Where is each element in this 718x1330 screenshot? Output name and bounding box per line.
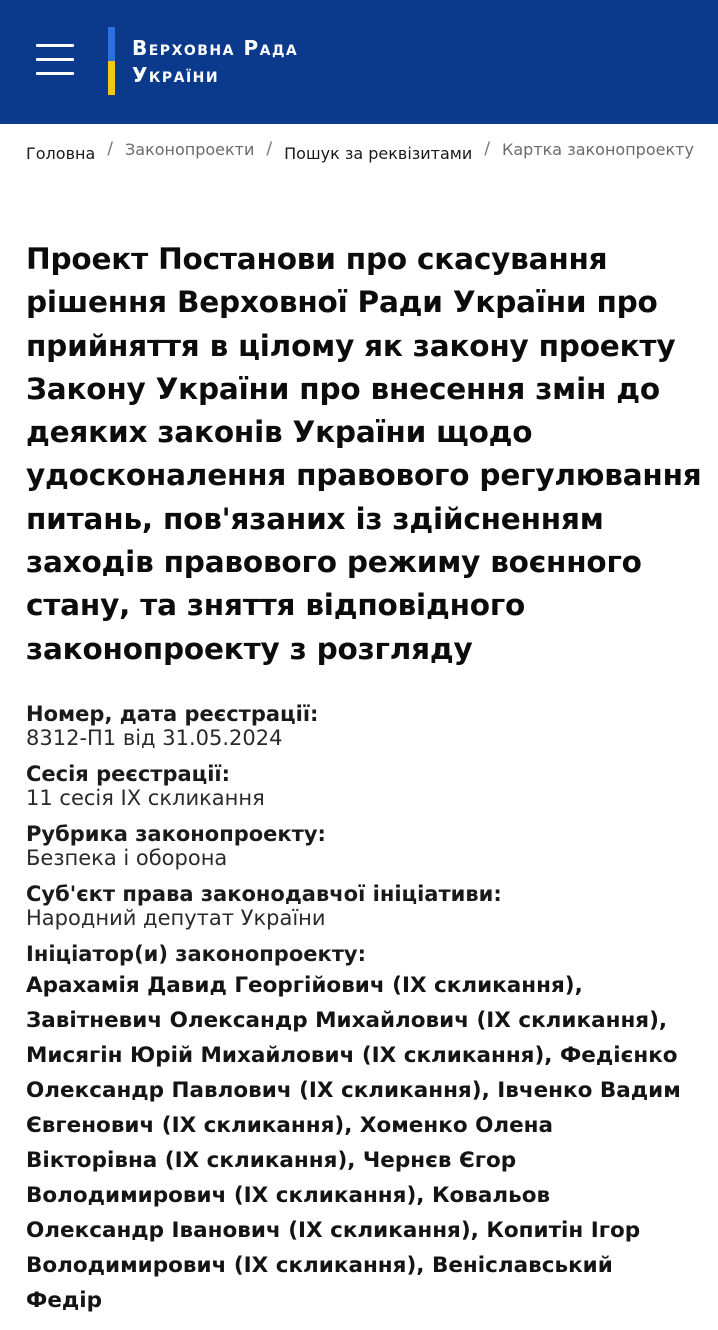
- logo-line-1: Верховна Рада: [132, 36, 299, 60]
- field-subject: [26, 882, 706, 930]
- breadcrumb-separator: /: [266, 139, 273, 159]
- initiators-list[interactable]: Арахамія Давид Георгійович (IX скликання), Завітневич Олександр Михайлович (IX скликання), Мисягін Юрій Михайлович (IX скликання), Федієнко Олександр Павлович (IX скликання), Івченко Вадим Євгенович (IX скликання), Хоменко Олена Вікторівна (IX скликання), Чернєв Єгор Володимирович (IX скликання), Ковальов Олександр Іванович (IX скликання), Копитін Ігор Володимирович (IX скликання), Веніславський Федір: [26, 973, 681, 1313]
- bill-details: [26, 702, 706, 1330]
- breadcrumb-search[interactable]: Пошук за реквізитами: [284, 144, 473, 163]
- field-number-date: [26, 702, 706, 750]
- field-rubric: [26, 822, 706, 870]
- logo-text: [132, 35, 298, 89]
- site-header: [0, 0, 718, 124]
- site-logo[interactable]: [108, 27, 408, 95]
- breadcrumb-separator: /: [107, 139, 113, 159]
- field-value: Безпека і оборона: [26, 846, 228, 870]
- field-label: Ініціатор(и) законопроекту:: [26, 942, 367, 966]
- breadcrumb-separator: /: [484, 139, 490, 159]
- field-label: Сесія реєстрації:: [26, 762, 231, 786]
- field-label: Номер, дата реєстрації:: [26, 702, 319, 726]
- flag-bar: [108, 27, 115, 95]
- field-label: Суб'єкт права законодавчої ініціативи:: [26, 882, 502, 906]
- field-value: Народний депутат України: [26, 906, 326, 930]
- field-label: Рубрика законопроекту:: [26, 822, 326, 846]
- breadcrumb-current: Картка законопроекту: [502, 140, 694, 159]
- field-value: 11 сесія IX скликання: [26, 786, 265, 810]
- breadcrumb-home[interactable]: Головна: [26, 144, 96, 163]
- field-initiators: [26, 942, 706, 1318]
- page-title: Проект Постанови про скасування рішення Верховної Ради України про прийняття в цілому як закону проекту Закону України про внесення змін до деяких законів України щодо удосконалення правового регулювання питань, пов'язаних із здійсненням заходів правового режиму воєнного стану, та зняття відповідного законопроекту з розгляду: [26, 242, 702, 666]
- field-value: 8312-П1 від 31.05.2024: [26, 726, 283, 750]
- hamburger-menu-icon[interactable]: [36, 41, 74, 77]
- logo-line-2: України: [132, 63, 220, 87]
- breadcrumb-bills[interactable]: Законопроекти: [125, 140, 255, 159]
- breadcrumb: [26, 138, 706, 163]
- field-session: [26, 762, 706, 810]
